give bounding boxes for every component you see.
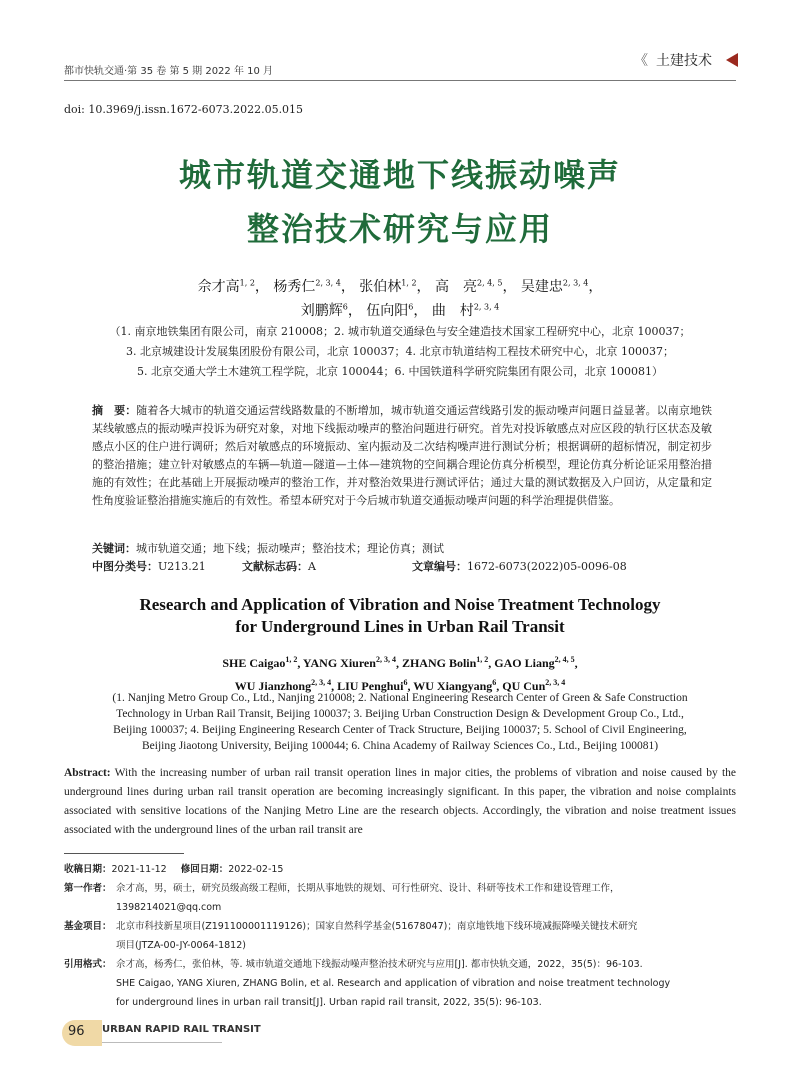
author-name: 曲 村 <box>431 303 474 319</box>
author-sup: 6 <box>342 302 348 312</box>
authors-cn-line1: 佘才高$^{1, 2}$， 杨秀仁$^{2, 3, 4}$， 张伯林$^{1, 2}$， 高 亮$^{2, 4, 5}$， 吴建忠$^{2, 3, 4}$， <box>197 278 603 295</box>
authors-cn-line2: 刘鹏辉$^6$， 伍向阳$^6$， 曲 村$^{2, 3, 4}$ <box>300 302 500 319</box>
author-name: 杨秀仁 <box>273 279 316 295</box>
clc: 中图分类号：U213.21 <box>92 560 206 573</box>
chevron-icon: 《 <box>634 53 648 69</box>
affiliation-line: Beijing Jiaotong University, Beijing 100044; 6. China Academy of Railway Sciences Co., Ltd., Beijing 100081) <box>141 740 659 752</box>
abstract-cn-label: 摘 要： <box>92 404 137 417</box>
page-number: 96 <box>68 1024 85 1039</box>
title-en <box>0 594 800 638</box>
author-name: 佘才高 <box>197 279 240 295</box>
author-sup: 6 <box>408 302 414 312</box>
author-sup: 2, 3, 4 <box>315 278 341 288</box>
author-sup: 2, 3, 4 <box>562 278 589 288</box>
fund-row: 基金项目： 北京市科技新星项目(Z191100001119126)；国家自然科学基金(51678047)；南京地铁地下线环境减振降噪关键技术研究 项目(JTZA-00-JY-0064-1812) <box>64 921 638 951</box>
author-name: 张伯林 <box>359 279 402 295</box>
journal-name-en: URBAN RAPID RAIL TRANSIT <box>102 1024 261 1035</box>
affiliation-line: 5. 北京交通大学土木建筑工程学院，北京 100044；6. 中国铁道科学研究院集团有限公司，北京 100081） <box>137 365 663 378</box>
author-sup: 2, 3, 4 <box>473 302 500 312</box>
abstract-en-text: With the increasing number of urban rail transit operation lines in major cities, the problems of vibration and noise caused by the underground lines during urban rail transit operation are becoming increasingly significant. In this paper, the vibration and noise complaints associated with sensitive locations of the Nanjing Metro Line are the research objects. Accordingly, the vibration and noise treatment issues associated with the underground lines of the urban rail transit are <box>64 767 737 836</box>
received-row: 收稿日期：2021-11-12 修回日期：2022-02-15 <box>64 864 284 875</box>
doi: doi: 10.3969/j.issn.1672-6073.2022.05.015 <box>64 103 304 116</box>
authors-en-line1: SHE Caigao$^{1, 2}$, YANG Xiuren$^{2, 3, 4}$, ZHANG Bolin$^{1, 2}$, GAO Liang$^{2, 4, 5}$, <box>222 655 578 670</box>
affiliation-line: 3. 北京城建设计发展集团股份有限公司，北京 100037；4. 北京市轨道结构工程技术研究中心，北京 100037； <box>126 345 674 358</box>
affiliations-cn <box>64 322 736 382</box>
abstract-en <box>64 764 736 840</box>
affiliations-en <box>64 690 736 754</box>
author-name: 吴建忠 <box>520 279 563 295</box>
footnotes <box>64 860 736 1010</box>
abstract-cn <box>92 402 712 510</box>
affiliation-line: Technology in Urban Rail Transit, Beijing 100037; 3. Beijing Urban Construction Design & Development Group Co., Ltd., <box>116 708 684 720</box>
running-header-journal: 都市快轨交通·第 35 卷 第 5 期 2022 年 10 月 <box>64 66 274 77</box>
keywords-cn <box>92 540 444 556</box>
author-sup: 1, 2 <box>239 278 255 288</box>
title-en-line: for Underground Lines in Urban Rail Transit <box>235 617 565 636</box>
keywords-label: 关键词： <box>92 542 136 555</box>
affiliation-line: (1. Nanjing Metro Group Co., Ltd., Nanjing 210008; 2. National Engineering Research Center of Green & Safe Construction <box>112 692 688 704</box>
section-header <box>634 50 712 70</box>
title-cn-line1: 城市轨道交通地下线振动噪声 <box>178 156 621 194</box>
article-number: 文章编号：1672-6073(2022)05-0096-08 <box>412 560 627 573</box>
author-name: 刘鹏辉 <box>300 303 343 319</box>
affiliation-line: Beijing 100037; 4. Beijing Engineering Research Center of Track Structure, Beijing 100037; 5. School of Civil Engineering, <box>113 724 687 736</box>
authors-en-line2: WU Jianzhong$^{2, 3, 4}$, LIU Penghui$^6$, WU Xiangyang$^6$, QU Cun$^{2, 3, 4}$ <box>234 678 566 693</box>
first-author-row: 第一作者： 佘才高，男，硕士，研究员级高级工程师，长期从事地铁的规划、可行性研究、设计、科研等技术工作和建设管理工作， 1398214021@qq.com <box>64 883 620 913</box>
author-sup: 2, 4, 5 <box>476 278 503 288</box>
affiliation-line: （1. 南京地铁集团有限公司，南京 210008；2. 城市轨道交通绿色与安全建造技术国家工程研究中心，北京 100037； <box>109 325 691 338</box>
author-name: 伍向阳 <box>366 303 409 319</box>
title-en-line: Research and Application of Vibration and Noise Treatment Technology <box>139 595 661 614</box>
footnote-divider <box>64 853 184 854</box>
keywords-text: 城市轨道交通；地下线；振动噪声；整治技术；理论仿真；测试 <box>136 542 444 555</box>
classification-row <box>92 558 712 574</box>
section-label: 土建技术 <box>656 53 712 69</box>
abstract-cn-text: 随着各大城市的轨道交通运营线路数量的不断增加，城市轨道交通运营线路引发的振动噪声问题日益显著。以南京地铁某线敏感点的振动噪声投诉为研究对象，对地下线振动噪声的整治问题进行研究。首先对投诉敏感点对应区段的轨行区状态及敏感点小区的住户进行调研；然后对敏感点的环境振动、室内振动及二次结构噪声进行测试分析；根据调研的超标情况，制定初步的整治措施；建立针对敏感点的车辆—轨道—隧道—土体—建筑物的空间耦合理论仿真分析模型，理论仿真分析论证采用整治措施的有效性；在此基础上开展振动噪声的整治工作，并对整治效果进行测试评估；通过大量的测试数据及入户回访，从定量和定性角度验证整治措施实施后的有效性。希望本研究对于今后城市轨道交通振动噪声问题的科学治理提供借鉴。 <box>92 404 713 507</box>
triangle-icon <box>726 53 738 67</box>
doc-code: 文献标志码：A <box>242 560 316 573</box>
abstract-en-label: Abstract: <box>64 767 111 779</box>
author-sup: 1, 2 <box>401 278 417 288</box>
author-name: 高 亮 <box>434 279 477 295</box>
title-cn-line2: 整治技术研究与应用 <box>246 210 553 248</box>
header-divider <box>64 80 736 81</box>
footer-divider <box>102 1042 222 1043</box>
citation-row: 引用格式： 佘才高，杨秀仁，张伯林，等. 城市轨道交通地下线振动噪声整治技术研究与应用[J]. 都市快轨交通，2022，35(5)：96-103. SHE Caigao, YANG Xiuren, ZHANG Bolin, et al. Research and application of vibration and noise treatment technology for underground lines in urban rail transit[J]. Urban rapid rail transit, 2022, 35(5): 96-103. <box>64 959 671 1008</box>
